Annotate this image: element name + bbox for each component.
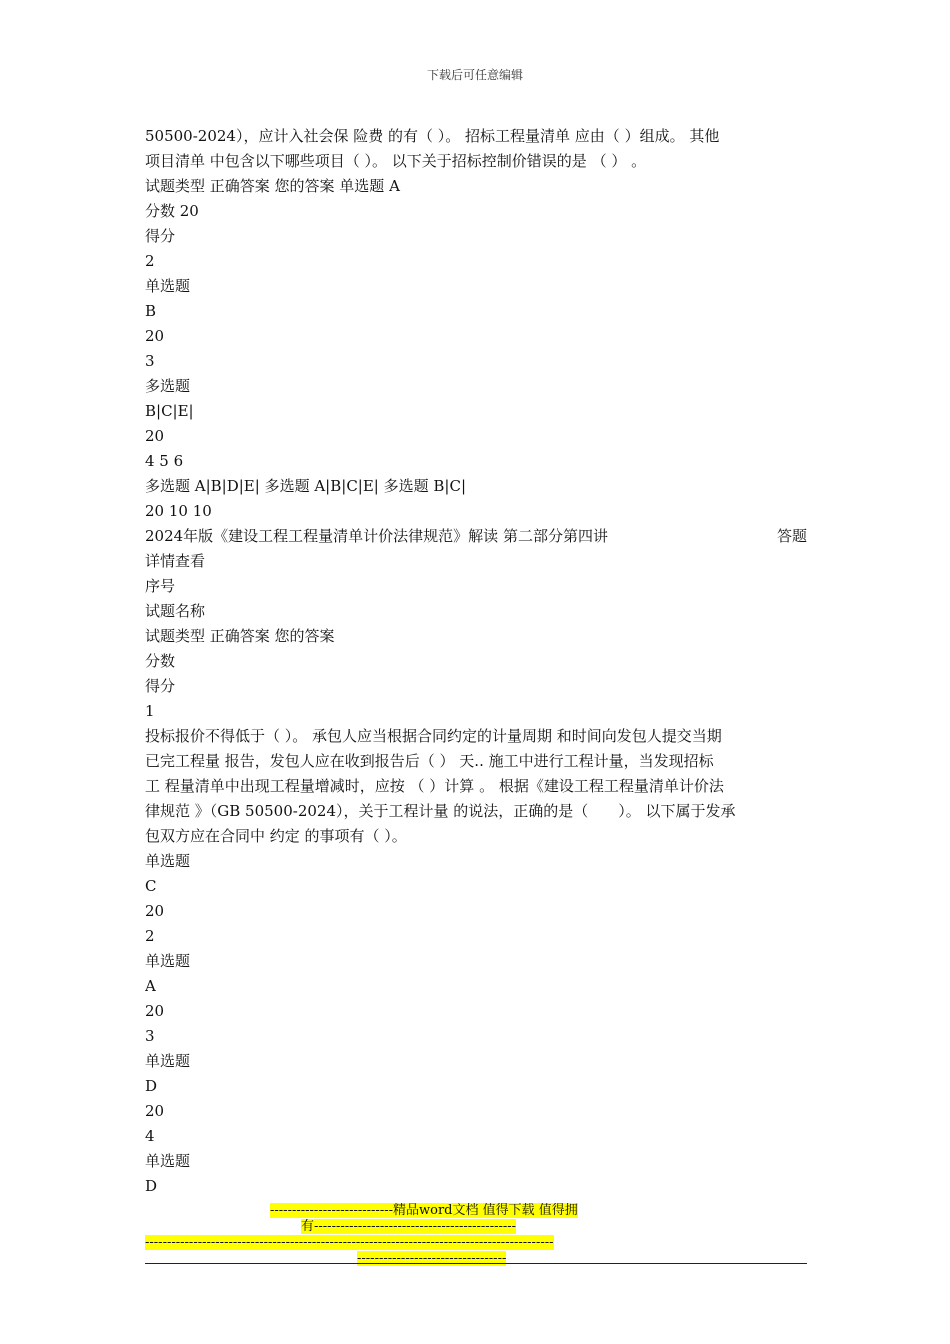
text-line: 20 xyxy=(145,1102,165,1120)
text-line: 多选题 xyxy=(145,377,191,395)
text-line: 律规范 》（GB 50500-2024），关于工程计量 的说法，正确的是（ ）。 以下属于发承 xyxy=(145,802,736,820)
section-title-right: 答题 xyxy=(776,527,807,545)
page-footer xyxy=(145,1203,807,1267)
text-line: 4 5 6 xyxy=(145,452,184,470)
text-line: 项目清单 中包含以下哪些项目（ ）。 以下关于招标控制价错误的是 （ ） 。 xyxy=(145,152,647,170)
text-line: 已完工程量 报告，发包人应在收到报告后（ ） 天.. 施工中进行工程计量，当发现招标 xyxy=(145,752,714,770)
footer-line xyxy=(145,1203,807,1219)
text-line: 20 xyxy=(145,327,165,345)
text-line: 分数 20 xyxy=(145,202,199,220)
text-line: 单选题 xyxy=(145,1052,191,1070)
text-line: 单选题 xyxy=(145,277,191,295)
document-body xyxy=(145,124,807,1199)
text-line: 2 xyxy=(145,927,155,945)
text-line: 单选题 xyxy=(145,852,191,870)
text-line: B xyxy=(145,302,157,320)
text-line: 工 程量清单中出现工程量增减时，应按 （ ）计算 。 根据《建设工程工程量清单计价法 xyxy=(145,777,724,795)
text-line: 试题名称 xyxy=(145,602,206,620)
text-line: 单选题 xyxy=(145,952,191,970)
text-line: B|C|E| xyxy=(145,402,194,420)
text-line: D xyxy=(145,1077,158,1095)
footer-line xyxy=(145,1219,807,1235)
text-line: 得分 xyxy=(145,227,176,245)
text-line: 20 xyxy=(145,427,165,445)
text-line: 20 xyxy=(145,1002,165,1020)
section-title-text: 2024年版《建设工程工程量清单计价法律规范》解读 第二部分第四讲 xyxy=(145,527,608,545)
text-line: 试题类型 正确答案 您的答案 单选题 A xyxy=(145,177,400,195)
text-line: 4 xyxy=(145,1127,155,1145)
footer-line xyxy=(145,1251,807,1267)
text-line: 分数 xyxy=(145,652,176,670)
footer-highlight: 有---------------------------------------------- xyxy=(301,1219,517,1234)
text-line: 2 xyxy=(145,252,155,270)
text-line: 得分 xyxy=(145,677,176,695)
text-line: 详情查看 xyxy=(145,552,206,570)
text-line: 多选题 A|B|D|E| 多选题 A|B|C|E| 多选题 B|C| xyxy=(145,477,466,495)
footer-line xyxy=(145,1235,807,1251)
section-title xyxy=(145,524,807,549)
text-line: 序号 xyxy=(145,577,176,595)
footer-highlight: ---------------------------------- xyxy=(357,1251,507,1266)
page-header: 下载后可任意编辑 xyxy=(426,68,523,82)
text-line: 20 xyxy=(145,902,165,920)
text-line: 3 xyxy=(145,352,155,370)
text-line: 3 xyxy=(145,1027,155,1045)
footer-highlight: --------------------------------------------------------------------------------------------- xyxy=(145,1235,554,1250)
text-line: 20 10 10 xyxy=(145,502,212,520)
text-line: D xyxy=(145,1177,158,1195)
text-line: A xyxy=(145,977,156,995)
text-line: 1 xyxy=(145,702,155,720)
footer-highlight: ----------------------------精品word文档 值得下载 值得拥 xyxy=(270,1203,578,1218)
text-line: 投标报价不得低于（ ）。 承包人应当根据合同约定的计量周期 和时间向发包人提交当期 xyxy=(145,727,722,745)
text-line: 试题类型 正确答案 您的答案 xyxy=(145,627,335,645)
text-line: 50500-2024），应计入社会保 险费 的有（ ）。 招标工程量清单 应由（ ）组成。 其他 xyxy=(145,127,720,145)
text-line: C xyxy=(145,877,157,895)
text-line: 包双方应在合同中 约定 的事项有（ ）。 xyxy=(145,827,407,845)
text-line: 单选题 xyxy=(145,1152,191,1170)
footer-divider xyxy=(145,1263,807,1264)
